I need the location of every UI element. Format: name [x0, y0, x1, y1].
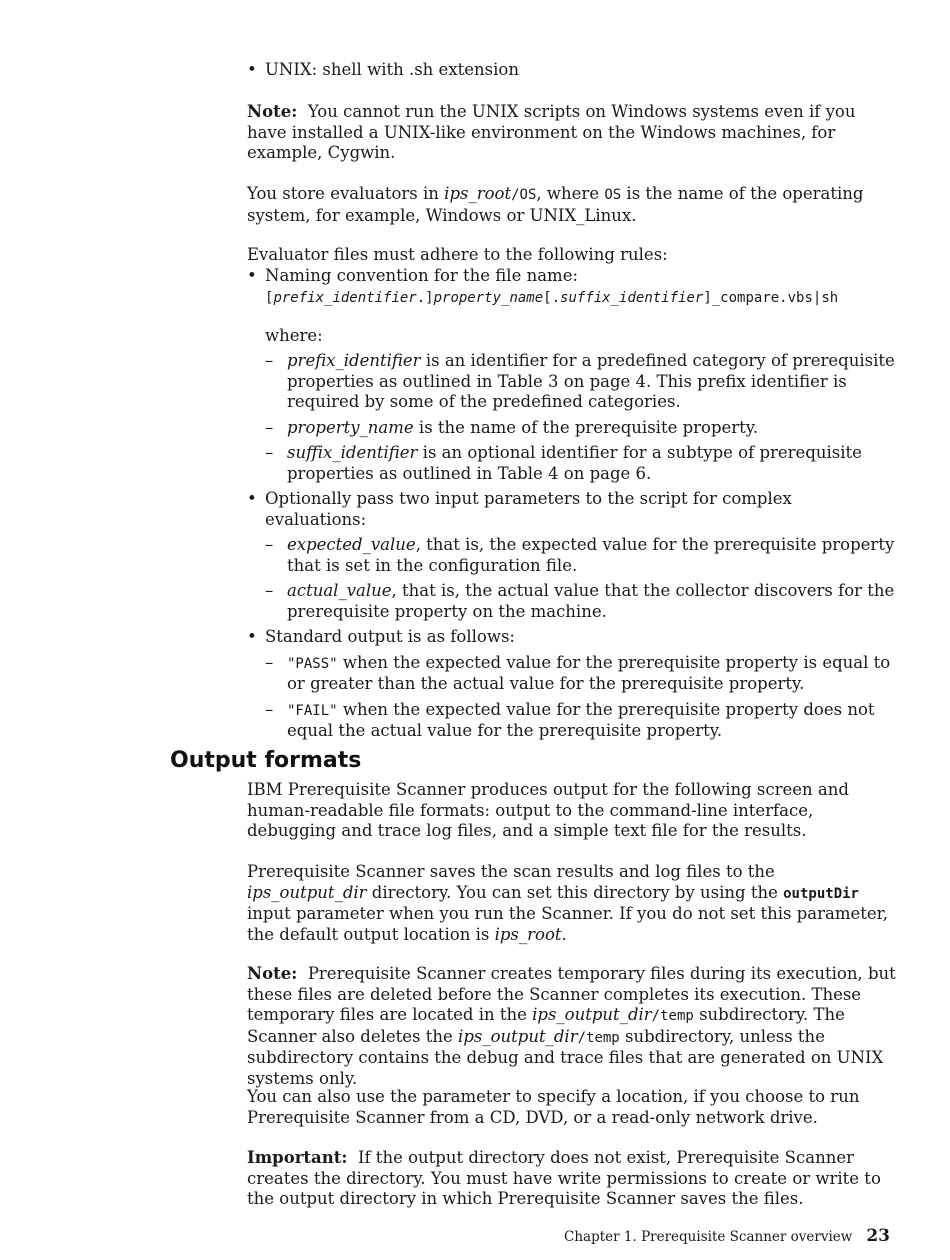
ips-root-term: ips_root: [444, 184, 512, 203]
code-run: /temp: [577, 1029, 620, 1046]
text-run: is the name of the prerequisite property.: [413, 417, 759, 437]
code-run: property_name: [433, 290, 544, 306]
term: suffix_identifier: [287, 443, 418, 462]
list-item: [265, 418, 897, 439]
text-run: is the name of the operating system, for example, Windows or UNIX_Linux.: [247, 184, 864, 225]
list-item: [265, 351, 897, 413]
term: expected_value: [287, 535, 416, 554]
note-paragraph: [247, 102, 897, 164]
code-run: /temp: [651, 1008, 694, 1024]
unix-bullet: [247, 60, 897, 81]
saves-paragraph: [247, 862, 897, 945]
list-item: [265, 653, 897, 695]
text-run: is an identifier for a predefined category of prerequisite properties as outlined in Table 3 on page 4. This prefix identifier is required by some of the predefined categories.: [287, 351, 895, 411]
term: ips_root: [494, 924, 562, 944]
term: ips_output_dir: [247, 882, 367, 902]
list-item: • Standard output is as follows:: [247, 627, 897, 648]
important-paragraph: [247, 1148, 897, 1210]
text-run: when the expected value for the prerequisite property is equal to or greater than the actual value for the prerequisite property.: [287, 652, 891, 693]
text-run: You store evaluators in: [247, 184, 445, 203]
text-run: Prerequisite Scanner saves the scan results and log files to the: [247, 862, 775, 881]
text-run: , where: [536, 184, 605, 203]
code-run: "PASS": [287, 655, 338, 672]
text-run: when the expected value for the prerequisite property does not equal the actual value for the prerequisite property.: [287, 699, 875, 740]
rules-section: [247, 245, 897, 742]
text-run: input parameter when you run the Scanner. If you do not set this parameter, the default output location is: [247, 904, 888, 944]
text-run: , that is, the actual value that the collector discovers for the prerequisite property on the machine.: [287, 581, 895, 621]
naming-pattern: [265, 288, 897, 309]
code-run: suffix_identifier: [560, 290, 704, 306]
list-item: [265, 535, 897, 576]
also-paragraph: You can also use the parameter to specify a location, if you choose to run Prerequisite Scanner from a CD, DVD, or a read-only network drive.: [247, 1087, 860, 1127]
text-run: directory. You can set this directory by using the: [366, 882, 784, 902]
term: prefix_identifier: [287, 351, 421, 370]
os-path: /OS: [511, 187, 537, 203]
os-term: OS: [604, 187, 622, 203]
list-item: [247, 266, 897, 347]
intro-paragraph: IBM Prerequisite Scanner produces output for the following screen and human-readable file formats: output to the command-line interface, debugging and trace log files, and a simple text file for the results.: [247, 780, 849, 840]
note-label: Note:: [247, 102, 298, 121]
note-text: You cannot run the UNIX scripts on Windows systems even if you have installed a UNIX-like environment on the Windows machines, for example, Cygwin.: [247, 102, 856, 162]
important-label: Important:: [247, 1148, 348, 1167]
page-number: 23: [866, 1226, 890, 1246]
term: actual_value: [287, 581, 392, 600]
rules-intro: Evaluator files must adhere to the following rules:: [247, 245, 668, 264]
store-paragraph: [247, 184, 897, 226]
chapter-title: Chapter 1. Prerequisite Scanner overview: [564, 1229, 853, 1245]
code-run: prefix_identifier: [273, 290, 417, 306]
note-label: Note:: [247, 964, 298, 983]
text-run: , that is, the expected value for the prerequisite property that is set in the configuration file.: [287, 535, 895, 575]
important-text: If the output directory does not exist, Prerequisite Scanner creates the directory. You must have write permissions to create or write to the output directory in which Prerequisite Scanner saves the files.: [247, 1148, 881, 1208]
list-item: • UNIX: shell with .sh extension: [247, 60, 897, 81]
term: ips_output_dir: [458, 1026, 578, 1046]
parameter-name: outputDir: [783, 885, 859, 902]
code-run: [: [265, 290, 274, 306]
term: ips_output_dir: [532, 1005, 652, 1024]
section-heading: Output formats: [170, 748, 362, 773]
code-run: "FAIL": [287, 702, 338, 719]
text-run: .: [561, 924, 567, 944]
code-run: .]: [416, 290, 434, 306]
text-run: subdirectory, unless the subdirectory contains the debug and trace files that are generated on UNIX systems only.: [247, 1026, 884, 1088]
list-item: [265, 443, 897, 484]
naming-text: • Naming convention for the file name:: [265, 265, 579, 285]
list-item: • Optionally pass two input parameters to the script for complex evaluations:: [247, 489, 897, 530]
term: property_name: [287, 417, 414, 437]
list-item: [265, 700, 897, 742]
text-run: subdirectory. The Scanner also deletes the: [247, 1005, 845, 1046]
where-label: where:: [265, 325, 323, 345]
note-paragraph: [247, 964, 897, 1089]
code-run: [.: [543, 290, 561, 306]
text-run: Prerequisite Scanner creates temporary files during its execution, but these files are deleted before the Scanner completes its execution. These temporary files are located in the: [247, 964, 896, 1024]
list-item: [265, 581, 897, 622]
code-run: ]_compare.vbs|sh: [703, 290, 839, 306]
page-footer: [564, 1226, 890, 1246]
text-run: is an optional identifier for a subtype of prerequisite properties as outlined in Table 4 on page 6.: [287, 443, 862, 483]
